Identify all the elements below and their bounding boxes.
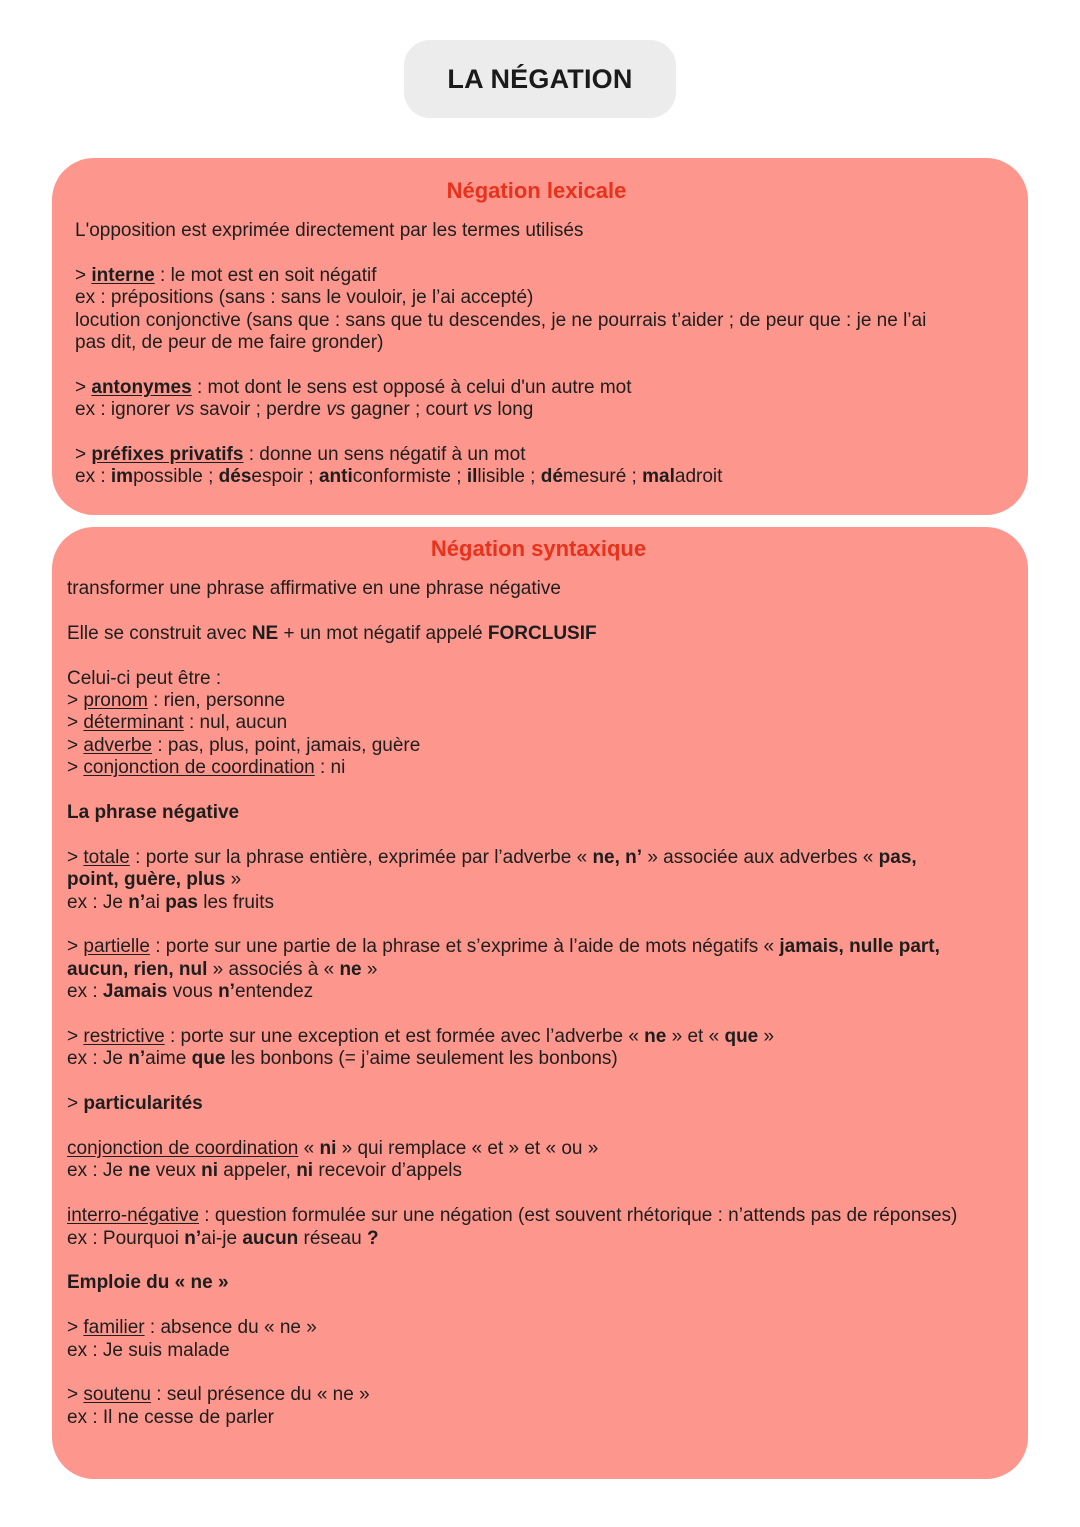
totale-definition-cont: point, guère, plus » <box>67 869 242 891</box>
emploi-ne-heading: Emploie du « ne » <box>67 1272 229 1294</box>
restrictive-example: ex : Je n’aime que les bonbons (= j’aime seulement les bonbons) <box>67 1048 618 1070</box>
particularites-heading: > particularités <box>67 1093 203 1115</box>
interne-definition: > interne : le mot est en soit négatif <box>75 264 377 286</box>
locution-line-2: pas dit, de peur de me faire gronder) <box>75 332 384 354</box>
syntactic-heading: Négation syntaxique <box>430 536 647 561</box>
totale-definition: > totale : porte sur la phrase entière, exprimée par l’adverbe « ne, n’ » associée aux adverbes « pas, <box>67 846 917 868</box>
construction-rule: Elle se construit avec NE + un mot négatif appelé FORCLUSIF <box>67 622 597 644</box>
familier-definition: > familier : absence du « ne » <box>67 1317 317 1339</box>
type-adverbe: > adverbe : pas, plus, point, jamais, guère <box>67 734 421 756</box>
partielle-definition: > partielle : porte sur une partie de la phrase et s’exprime à l’aide de mots négatifs « jamais, nulle part, <box>67 936 940 958</box>
type-conjonction: > conjonction de coordination : ni <box>67 757 346 779</box>
prefixes-definition: > préfixes privatifs : donne un sens négatif à un mot <box>75 444 526 466</box>
partielle-example: ex : Jamais vous n’entendez <box>67 981 314 1003</box>
soutenu-definition: > soutenu : seul présence du « ne » <box>67 1384 370 1406</box>
syntactic-negation-card <box>52 527 1028 1479</box>
totale-example: ex : Je n’ai pas les fruits <box>67 891 274 913</box>
type-determinant: > déterminant : nul, aucun <box>67 712 288 734</box>
title-box <box>404 40 676 118</box>
familier-example: ex : Je suis malade <box>67 1339 230 1361</box>
interro-negative-example: ex : Pourquoi n’ai-je aucun réseau ? <box>67 1227 379 1249</box>
forclusif-types-intro: Celui-ci peut être : <box>67 667 222 689</box>
antonymes-example: ex : ignorer vs savoir ; perdre vs gagner ; court vs long <box>75 399 534 421</box>
prefixes-example: ex : impossible ; désespoir ; anticonformiste ; illisible ; démesuré ; maladroit <box>75 466 723 488</box>
conj-coordination-definition: conjonction de coordination « ni » qui remplace « et » et « ou » <box>67 1138 599 1160</box>
locution-line-1: locution conjonctive (sans que : sans que tu descendes, je ne pourrais t’aider ; de peur que : je ne l’ai <box>75 309 927 331</box>
syntactic-intro: transformer une phrase affirmative en une phrase négative <box>67 578 561 599</box>
interne-example: ex : prépositions (sans : sans le vouloir, je l’ai accepté) <box>75 287 534 309</box>
lexical-intro: L'opposition est exprimée directement par les termes utilisés <box>75 220 584 241</box>
lexical-negation-card <box>52 158 1028 515</box>
conj-coordination-example: ex : Je ne veux ni appeler, ni recevoir d’appels <box>67 1160 463 1182</box>
antonymes-definition: > antonymes : mot dont le sens est opposé à celui d'un autre mot <box>75 376 632 398</box>
restrictive-definition: > restrictive : porte sur une exception et est formée avec l’adverbe « ne » et « que » <box>67 1026 775 1048</box>
type-pronom: > pronom : rien, personne <box>67 690 286 711</box>
partielle-definition-cont: aucun, rien, nul » associés à « ne » <box>67 958 378 980</box>
phrase-negative-heading: La phrase négative <box>67 802 240 824</box>
interro-negative-definition: interro-négative : question formulée sur une négation (est souvent rhétorique : n’attends pas de réponses) <box>67 1205 958 1227</box>
soutenu-example: ex : Il ne cesse de parler <box>67 1406 274 1428</box>
lexical-heading: Négation lexicale <box>446 178 627 203</box>
page-title: LA NÉGATION <box>447 63 633 94</box>
